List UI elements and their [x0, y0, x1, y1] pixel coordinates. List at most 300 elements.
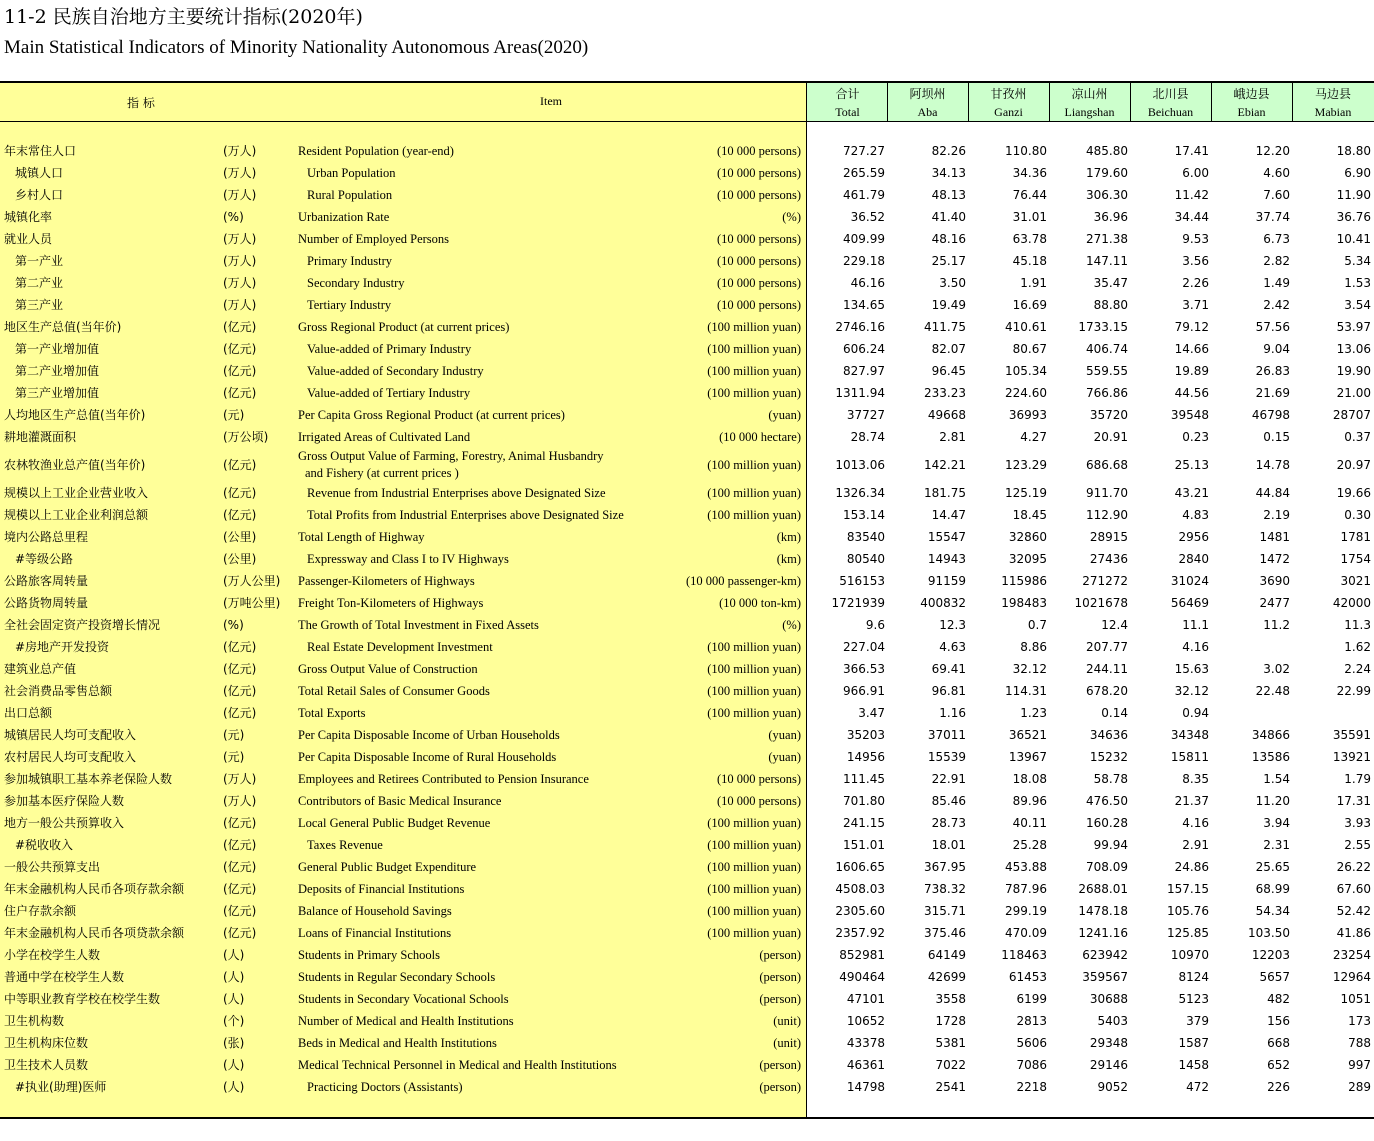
value-cell: 25.17 [931, 254, 966, 268]
indicator-cn: #执业(助理)医师 [15, 1080, 107, 1094]
value-cell: 14.47 [931, 508, 966, 522]
unit-cn: (万人) [223, 144, 257, 158]
item-en: Students in Regular Secondary Schools [298, 970, 496, 984]
unit-en: (person) [759, 1058, 801, 1072]
value-cell: 15811 [1170, 750, 1209, 764]
value-cell: 99.94 [1093, 838, 1128, 852]
table-row [0, 1054, 1374, 1076]
value-cell: 80.67 [1012, 342, 1047, 356]
unit-cn: (万公顷) [223, 430, 269, 444]
unit-en: (100 million yuan) [707, 342, 801, 356]
value-cell: 472 [1186, 1080, 1209, 1094]
indicator-cn: 年末金融机构人民币各项贷款余额 [4, 926, 185, 940]
value-cell: 2.91 [1182, 838, 1209, 852]
unit-cn: (张) [223, 1036, 245, 1050]
item-en-line1: Gross Output Value of Farming, Forestry, Animal Husbandry [298, 449, 604, 463]
value-cell: 3.02 [1263, 662, 1290, 676]
indicator-cn: 地区生产总值(当年价) [4, 320, 122, 334]
value-cell: 4.16 [1182, 640, 1209, 654]
column-header-en: Ebian [1237, 105, 1266, 119]
value-cell: 37011 [927, 728, 966, 742]
table-row [0, 746, 1374, 768]
value-cell: 2305.60 [835, 904, 885, 918]
value-cell: 85.46 [931, 794, 966, 808]
value-cell: 12203 [1251, 948, 1290, 962]
indicator-cn: 城镇化率 [4, 210, 53, 224]
value-cell: 315.71 [924, 904, 966, 918]
indicator-cn: 建筑业总产值 [4, 662, 77, 676]
item-en: Employees and Retirees Contributed to Pension Insurance [298, 772, 589, 786]
value-cell: 306.30 [1086, 188, 1128, 202]
value-cell: 2746.16 [835, 320, 885, 334]
value-cell: 244.11 [1086, 662, 1128, 676]
value-cell: 181.75 [924, 486, 966, 500]
unit-en: (100 million yuan) [707, 486, 801, 500]
value-cell: 3.93 [1344, 816, 1371, 830]
indicator-cn: 小学在校学生人数 [4, 948, 101, 962]
unit-en: (10 000 persons) [716, 254, 801, 268]
unit-cn: (%) [223, 210, 244, 224]
item-en: Gross Regional Product (at current prices) [298, 320, 510, 334]
value-cell: 57.56 [1255, 320, 1290, 334]
indicator-cn: 就业人员 [4, 232, 53, 246]
value-cell: 1472 [1259, 552, 1290, 566]
value-cell: 738.32 [924, 882, 966, 896]
value-cell: 8.86 [1020, 640, 1047, 654]
unit-en: (100 million yuan) [707, 904, 801, 918]
item-en [298, 448, 638, 482]
value-cell: 28.74 [850, 430, 885, 444]
value-cell: 45.18 [1012, 254, 1047, 268]
value-cell: 1.23 [1020, 706, 1047, 720]
table-row [0, 1076, 1374, 1098]
value-cell: 20.91 [1093, 430, 1128, 444]
unit-cn: (亿元) [223, 386, 257, 400]
unit-en: (100 million yuan) [707, 926, 801, 940]
value-cell: 4.60 [1263, 166, 1290, 180]
value-cell: 852981 [839, 948, 885, 962]
value-cell: 49668 [927, 408, 966, 422]
unit-cn: (万人) [223, 188, 257, 202]
value-cell: 44.84 [1255, 486, 1290, 500]
value-cell: 12.4 [1101, 618, 1128, 632]
table-row [0, 900, 1374, 922]
value-cell: 125.19 [1005, 486, 1047, 500]
value-cell: 271.38 [1086, 232, 1128, 246]
value-cell: 7.60 [1263, 188, 1290, 202]
value-cell: 708.09 [1086, 860, 1128, 874]
table-row [0, 404, 1374, 426]
table-row [0, 140, 1374, 162]
unit-en: (unit) [773, 1014, 801, 1028]
value-cell: 28915 [1089, 530, 1128, 544]
value-cell: 1754 [1340, 552, 1371, 566]
item-en: Beds in Medical and Health Institutions [298, 1036, 497, 1050]
unit-en: (km) [776, 530, 801, 544]
item-en: Value-added of Secondary Industry [307, 364, 484, 378]
value-cell: 241.15 [843, 816, 885, 830]
item-en: Tertiary Industry [307, 298, 392, 312]
value-cell: 34.36 [1012, 166, 1047, 180]
value-cell: 37.74 [1255, 210, 1290, 224]
unit-cn: (元) [223, 408, 245, 422]
indicator-cn: 参加基本医疗保险人数 [4, 794, 125, 808]
indicator-cn: 公路货物周转量 [4, 596, 89, 610]
value-cell: 114.31 [1005, 684, 1047, 698]
column-header-en: Total [835, 105, 860, 119]
column-header [1049, 83, 1130, 121]
indicator-cn: 卫生机构数 [4, 1014, 65, 1028]
value-cell: 8124 [1178, 970, 1209, 984]
value-cell: 2541 [935, 1080, 966, 1094]
value-cell: 4.27 [1020, 430, 1047, 444]
column-header-en: Aba [917, 105, 938, 119]
value-cell: 13967 [1008, 750, 1047, 764]
value-cell: 89.96 [1012, 794, 1047, 808]
item-en: Loans of Financial Institutions [298, 926, 452, 940]
value-cell: 13.06 [1336, 342, 1371, 356]
value-cell: 35720 [1089, 408, 1128, 422]
table-row [0, 834, 1374, 856]
value-cell: 2.42 [1263, 298, 1290, 312]
table-row [0, 1032, 1374, 1054]
unit-cn: (万人) [223, 794, 257, 808]
table-row [0, 570, 1374, 592]
column-divider [1049, 83, 1050, 121]
item-en: Number of Employed Persons [298, 232, 450, 246]
table-row [0, 614, 1374, 636]
value-cell: 69.41 [931, 662, 966, 676]
value-cell: 151.01 [843, 838, 885, 852]
unit-en: (10 000 persons) [716, 298, 801, 312]
value-cell: 105.34 [1005, 364, 1047, 378]
value-cell: 19.49 [931, 298, 966, 312]
indicator-cn: 全社会固定资产投资增长情况 [4, 618, 161, 632]
unit-en: (10 000 persons) [716, 144, 801, 158]
unit-cn: (亿元) [223, 926, 257, 940]
item-en: Passenger-Kilometers of Highways [298, 574, 475, 588]
value-cell: 83540 [846, 530, 885, 544]
value-cell: 10652 [846, 1014, 885, 1028]
value-cell: 1.79 [1344, 772, 1371, 786]
table-row [0, 944, 1374, 966]
value-cell: 88.80 [1093, 298, 1128, 312]
value-cell: 606.24 [843, 342, 885, 356]
value-cell: 3690 [1259, 574, 1290, 588]
value-cell: 1458 [1178, 1058, 1209, 1072]
unit-cn: (万人) [223, 232, 257, 246]
value-cell: 26.22 [1336, 860, 1371, 874]
table-row [0, 724, 1374, 746]
unit-en: (unit) [773, 1036, 801, 1050]
value-cell: 299.19 [1005, 904, 1047, 918]
value-cell: 6.90 [1344, 166, 1371, 180]
value-cell: 35591 [1332, 728, 1371, 742]
value-cell: 63.78 [1012, 232, 1047, 246]
value-cell: 36521 [1008, 728, 1047, 742]
unit-en: (10 000 passenger-km) [686, 574, 801, 588]
indicator-cn: 耕地灌溉面积 [4, 430, 77, 444]
value-cell: 15232 [1089, 750, 1128, 764]
value-cell: 19.89 [1174, 364, 1209, 378]
unit-cn: (人) [223, 1080, 245, 1094]
column-header [887, 83, 968, 121]
column-divider [1130, 83, 1131, 121]
value-cell: 1728 [935, 1014, 966, 1028]
table-row [0, 206, 1374, 228]
value-cell: 21.37 [1174, 794, 1209, 808]
value-cell: 1.54 [1263, 772, 1290, 786]
value-cell: 14.66 [1174, 342, 1209, 356]
value-cell: 3.56 [1182, 254, 1209, 268]
unit-cn: (万吨公里) [223, 596, 281, 610]
item-en: Value-added of Tertiary Industry [307, 386, 471, 400]
value-cell: 5606 [1016, 1036, 1047, 1050]
value-cell: 15539 [927, 750, 966, 764]
value-cell: 34.13 [931, 166, 966, 180]
value-cell: 2357.92 [835, 926, 885, 940]
value-cell: 56469 [1170, 596, 1209, 610]
column-header-en: Beichuan [1147, 105, 1194, 119]
item-en: Freight Ton-Kilometers of Highways [298, 596, 484, 610]
value-cell: 1587 [1178, 1036, 1209, 1050]
value-cell: 82.07 [931, 342, 966, 356]
value-cell: 35203 [846, 728, 885, 742]
value-cell: 406.74 [1086, 342, 1128, 356]
value-cell: 1.53 [1344, 276, 1371, 290]
unit-cn: (亿元) [223, 816, 257, 830]
value-cell: 701.80 [843, 794, 885, 808]
column-header-cn: 甘孜州 [990, 87, 1027, 101]
value-cell: 668 [1267, 1036, 1290, 1050]
value-cell: 115986 [1001, 574, 1047, 588]
table-row [0, 856, 1374, 878]
unit-cn: (亿元) [223, 342, 257, 356]
value-cell: 58.78 [1093, 772, 1128, 786]
value-cell: 265.59 [843, 166, 885, 180]
value-cell: 2.81 [939, 430, 966, 444]
indicator-cn: 人均地区生产总值(当年价) [4, 408, 146, 422]
value-cell: 1021678 [1074, 596, 1128, 610]
value-cell: 652 [1267, 1058, 1290, 1072]
value-cell: 156 [1267, 1014, 1290, 1028]
indicator-cn: 第一产业增加值 [15, 342, 100, 356]
value-cell: 3558 [935, 992, 966, 1006]
unit-cn: (亿元) [223, 458, 257, 472]
value-cell: 20.97 [1336, 458, 1371, 472]
unit-en: (100 million yuan) [707, 662, 801, 676]
value-cell: 27436 [1089, 552, 1128, 566]
value-cell: 9.53 [1182, 232, 1209, 246]
value-cell: 68.99 [1255, 882, 1290, 896]
item-en: Per Capita Disposable Income of Rural Households [298, 750, 557, 764]
value-cell: 23254 [1332, 948, 1371, 962]
value-cell: 1326.34 [835, 486, 885, 500]
value-cell: 11.2 [1263, 618, 1290, 632]
unit-cn: (亿元) [223, 486, 257, 500]
unit-cn: (个) [223, 1014, 245, 1028]
item-en: Balance of Household Savings [298, 904, 452, 918]
value-cell: 91159 [927, 574, 966, 588]
item-en: Total Profits from Industrial Enterprises above Designated Size [307, 508, 624, 522]
value-cell: 28.73 [931, 816, 966, 830]
column-header-en: Ganzi [994, 105, 1023, 119]
table-row [0, 988, 1374, 1010]
column-header [1292, 83, 1374, 121]
value-cell: 359567 [1082, 970, 1128, 984]
item-en: Expressway and Class I to IV Highways [307, 552, 509, 566]
table-row [0, 1010, 1374, 1032]
unit-en: (10 000 persons) [716, 794, 801, 808]
value-cell: 1733.15 [1078, 320, 1128, 334]
value-cell: 29146 [1089, 1058, 1128, 1072]
value-cell: 36.96 [1093, 210, 1128, 224]
unit-en: (person) [759, 1080, 801, 1094]
value-cell: 17.41 [1174, 144, 1209, 158]
unit-en: (km) [776, 552, 801, 566]
item-en: The Growth of Total Investment in Fixed Assets [298, 618, 539, 632]
unit-en: (person) [759, 992, 801, 1006]
unit-cn: (亿元) [223, 838, 257, 852]
table-row [0, 658, 1374, 680]
value-cell: 453.88 [1005, 860, 1047, 874]
table-row [0, 526, 1374, 548]
unit-en: (100 million yuan) [707, 706, 801, 720]
value-cell: 18.80 [1336, 144, 1371, 158]
value-cell: 0.94 [1182, 706, 1209, 720]
value-cell: 31.01 [1012, 210, 1047, 224]
value-cell: 19.90 [1336, 364, 1371, 378]
header-bottom-rule [0, 121, 1374, 122]
value-cell: 10.41 [1336, 232, 1371, 246]
value-cell: 997 [1348, 1058, 1371, 1072]
unit-en: (100 million yuan) [707, 640, 801, 654]
value-cell: 79.12 [1174, 320, 1209, 334]
item-en: Total Retail Sales of Consumer Goods [298, 684, 490, 698]
table-bottom-rule [0, 1117, 1374, 1119]
value-cell: 12.20 [1255, 144, 1290, 158]
indicator-cn: 年末常住人口 [4, 144, 77, 158]
indicator-cn: 普通中学在校学生人数 [4, 970, 125, 984]
value-cell: 142.21 [924, 458, 966, 472]
value-cell: 35.47 [1093, 276, 1128, 290]
table-row [0, 812, 1374, 834]
unit-cn: (万人) [223, 298, 257, 312]
unit-en: (100 million yuan) [707, 320, 801, 334]
value-cell: 36993 [1008, 408, 1047, 422]
value-cell: 411.75 [924, 320, 966, 334]
item-en: Secondary Industry [307, 276, 405, 290]
column-header-cn: 阿坝州 [909, 87, 946, 101]
value-cell: 2956 [1178, 530, 1209, 544]
indicator-cn: 规模以上工业企业营业收入 [4, 486, 149, 500]
unit-en: (yuan) [768, 750, 801, 764]
indicator-cn: 第一产业 [15, 254, 64, 268]
unit-en: (yuan) [768, 728, 801, 742]
unit-cn: (公里) [223, 552, 257, 566]
column-header-en: Liangshan [1064, 105, 1115, 119]
indicator-cn: 参加城镇职工基本养老保险人数 [4, 772, 173, 786]
column-divider [887, 83, 888, 121]
value-cell: 2813 [1016, 1014, 1047, 1028]
indicator-cn: 境内公路总里程 [4, 530, 89, 544]
value-cell: 112.90 [1086, 508, 1128, 522]
value-cell: 6.73 [1263, 232, 1290, 246]
unit-cn: (元) [223, 728, 245, 742]
indicator-cn: 城镇人口 [15, 166, 64, 180]
value-cell: 42699 [927, 970, 966, 984]
table-title-cn: 11-2 民族自治地方主要统计指标(2020年) [4, 6, 363, 28]
value-cell: 14798 [846, 1080, 885, 1094]
value-cell: 12964 [1332, 970, 1371, 984]
value-cell: 37727 [846, 408, 885, 422]
unit-en: (10 000 persons) [716, 166, 801, 180]
indicator-cn: 规模以上工业企业利润总额 [4, 508, 149, 522]
value-cell: 147.11 [1086, 254, 1128, 268]
value-cell: 22.48 [1255, 684, 1290, 698]
value-cell: 4508.03 [835, 882, 885, 896]
value-cell: 229.18 [843, 254, 885, 268]
value-cell: 2688.01 [1078, 882, 1128, 896]
unit-cn: (亿元) [223, 640, 257, 654]
table-row [0, 448, 1374, 482]
indicator-cn: 卫生技术人员数 [4, 1058, 89, 1072]
value-cell: 173 [1348, 1014, 1371, 1028]
value-cell: 686.68 [1086, 458, 1128, 472]
item-en: Urban Population [307, 166, 396, 180]
value-cell: 1.16 [939, 706, 966, 720]
value-cell: 966.91 [843, 684, 885, 698]
value-cell: 226 [1267, 1080, 1290, 1094]
value-cell: 53.97 [1336, 320, 1371, 334]
value-cell: 559.55 [1086, 364, 1128, 378]
value-cell: 198483 [1001, 596, 1047, 610]
unit-en: (100 million yuan) [707, 860, 801, 874]
item-en: Per Capita Gross Regional Product (at current prices) [298, 408, 565, 422]
table-row [0, 316, 1374, 338]
value-cell: 134.65 [843, 298, 885, 312]
item-en: Taxes Revenue [307, 838, 383, 852]
item-en: Practicing Doctors (Assistants) [307, 1080, 463, 1094]
value-cell: 160.28 [1086, 816, 1128, 830]
unit-cn: (%) [223, 618, 244, 632]
value-cell: 3.94 [1263, 816, 1290, 830]
value-cell: 25.28 [1012, 838, 1047, 852]
value-cell: 678.20 [1086, 684, 1128, 698]
value-cell: 18.01 [931, 838, 966, 852]
column-divider [968, 83, 969, 121]
value-cell: 1311.94 [835, 386, 885, 400]
indicator-cn: 公路旅客周转量 [4, 574, 89, 588]
value-cell: 25.13 [1174, 458, 1209, 472]
unit-cn: (万人) [223, 254, 257, 268]
value-cell: 32095 [1008, 552, 1047, 566]
value-cell: 5123 [1178, 992, 1209, 1006]
unit-cn: (人) [223, 948, 245, 962]
value-cell: 46361 [846, 1058, 885, 1072]
item-en: Contributors of Basic Medical Insurance [298, 794, 502, 808]
value-cell: 476.50 [1086, 794, 1128, 808]
unit-cn: (亿元) [223, 860, 257, 874]
item-en-line2: and Fishery (at current prices ) [305, 466, 459, 480]
table-row [0, 922, 1374, 944]
value-cell: 1.62 [1344, 640, 1371, 654]
value-cell: 125.85 [1167, 926, 1209, 940]
value-cell: 207.77 [1086, 640, 1128, 654]
item-en: General Public Budget Expenditure [298, 860, 477, 874]
value-cell: 1.91 [1020, 276, 1047, 290]
unit-cn: (亿元) [223, 320, 257, 334]
